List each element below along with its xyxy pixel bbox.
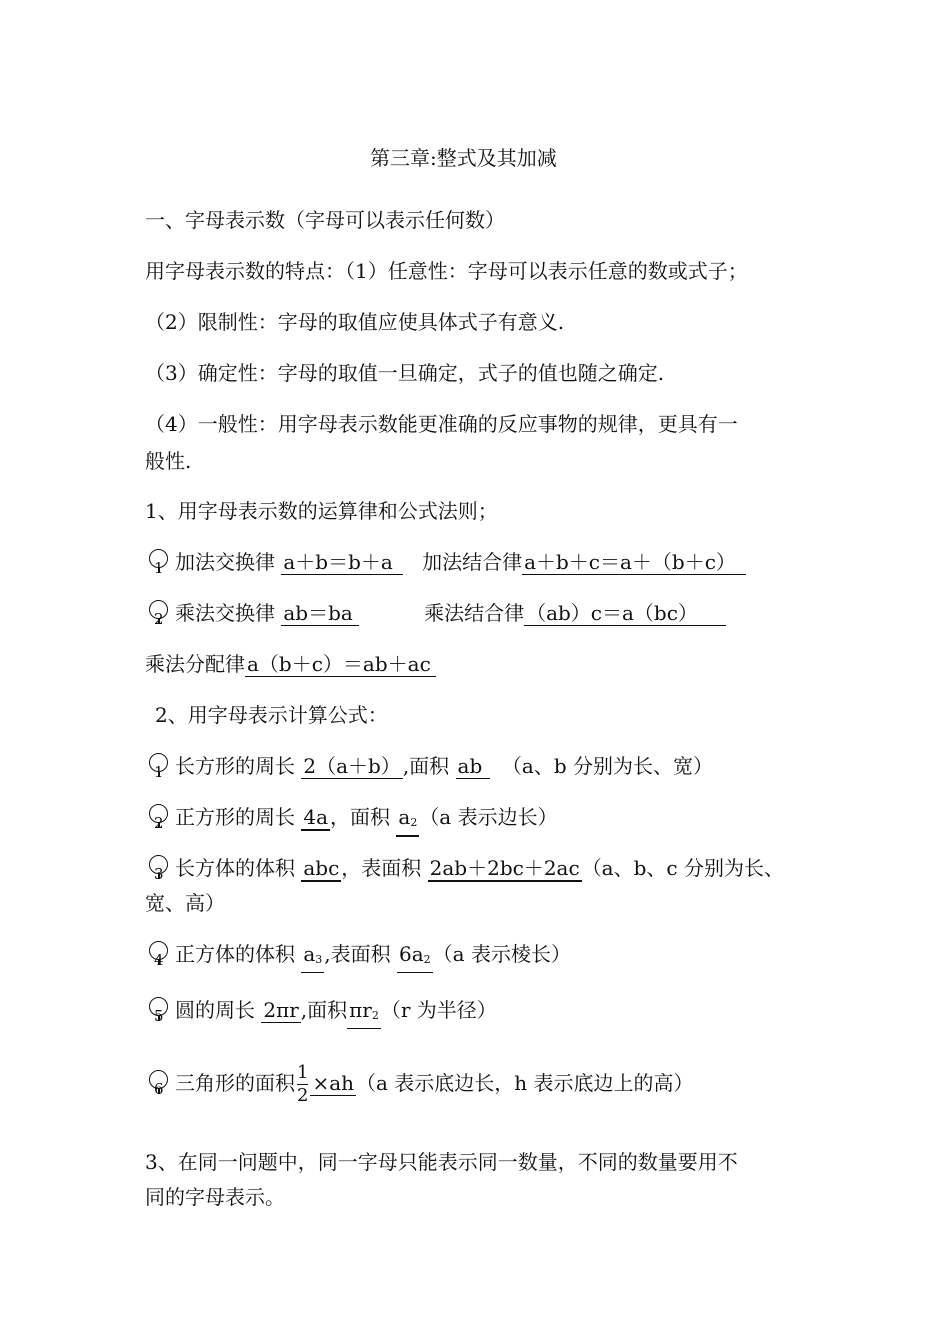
cube-volume-formula: a3 (301, 942, 324, 973)
section-heading: 一、字母表示数（字母可以表示任何数） (145, 208, 505, 232)
square-area-label: ，面积 (330, 805, 391, 829)
circled-number-4: 4 (145, 939, 175, 969)
cuboid-surface-formula: 2ab＋2bc＋2ac (429, 856, 580, 880)
feature-2: （2）限制性：字母的取值应使具体式子有意义. (145, 310, 565, 334)
circled-number-5: 5 (145, 995, 175, 1025)
feature-4-line2: 般性. (145, 449, 192, 473)
circled-number-2: 2 (145, 598, 175, 628)
cube-surface-formula: 6a2 (397, 942, 433, 973)
circle-perimeter-label: 圆的周长 (175, 998, 255, 1022)
cuboid-surface-label: ，表面积 (341, 856, 422, 880)
formula-row-1 (145, 751, 713, 781)
circled-number-1: 1 (145, 751, 175, 781)
triangle-note: （a 表示底边长，h 表示底边上的高） (356, 1071, 694, 1095)
square-perimeter-label: 正方形的周长 (175, 805, 295, 829)
laws-heading: 1、用字母表示数的运算律和公式法则； (145, 499, 498, 523)
cube-surface-label: ,表面积 (324, 942, 391, 966)
chapter-title: 第三章:整式及其加减 (370, 146, 557, 170)
triangle-area-formula: ×ah (312, 1071, 355, 1095)
mul-assoc-label: 乘法结合律 (424, 601, 525, 625)
law-row-3 (145, 649, 436, 679)
formula-row-4 (145, 939, 571, 973)
cube-volume-label: 正方体的体积 (175, 942, 295, 966)
formula-row-5 (145, 995, 497, 1029)
triangle-area-label: 三角形的面积 (175, 1071, 295, 1095)
cuboid-note: （a、b、c 分别为长、 (581, 856, 784, 880)
cube-note: （a 表示棱长） (432, 942, 571, 966)
law-row-2 (145, 598, 726, 628)
law-row-1 (145, 547, 746, 577)
formulas-heading: 2、用字母表示计算公式： (155, 703, 388, 727)
formula-row-6 (145, 1060, 694, 1107)
add-comm-label: 加法交换律 (175, 550, 275, 574)
rect-perimeter-formula: 2（a＋b） (303, 754, 401, 778)
cuboid-note-cont: 宽、高） (145, 891, 225, 915)
rect-note: （a、b 分别为长、宽） (501, 754, 713, 778)
one-half-fraction: $\frac{1}{2}$ (297, 1062, 309, 1106)
formula-row-3 (145, 853, 784, 883)
square-area-formula: a2 (396, 805, 419, 837)
mul-assoc-formula: （ab）c＝a（bc） (524, 601, 726, 626)
cuboid-volume-label: 长方体的体积 (175, 856, 295, 880)
circle-note: （r 为半径） (380, 998, 497, 1022)
circled-number-6: 6 (145, 1068, 175, 1098)
add-assoc-label: 加法结合律 (422, 550, 523, 574)
circle-area-formula: πr2 (347, 998, 381, 1029)
square-perimeter-formula: 4a (303, 805, 329, 829)
rect-perimeter-label: 长方形的周长 (175, 754, 295, 778)
circled-number-3: 3 (145, 853, 175, 883)
dist-label: 乘法分配律 (145, 652, 245, 676)
circle-area-label: ,面积 (300, 998, 348, 1022)
formula-row-2 (145, 802, 558, 837)
add-comm-formula: a＋b＝b＋a (281, 550, 403, 575)
circled-number-2: 2 (145, 802, 175, 832)
feature-3: （3）确定性：字母的取值一旦确定，式子的值也随之确定. (145, 361, 665, 385)
circled-number-1: 1 (145, 547, 175, 577)
rect-area-formula: ab (456, 754, 490, 779)
mul-comm-formula: ab＝ba (281, 601, 359, 626)
dist-formula: a（b＋c）＝ab＋ac (245, 652, 436, 677)
point3-line1: 3、在同一问题中，同一字母只能表示同一数量，不同的数量要用不 (145, 1150, 738, 1174)
point3-line2: 同的字母表示。 (145, 1185, 285, 1209)
rect-area-label: ,面积 (402, 754, 450, 778)
features-intro: 用字母表示数的特点：（1）任意性：字母可以表示任意的数或式子； (145, 259, 748, 283)
circle-perimeter-formula: 2πr (263, 998, 299, 1022)
feature-4-line1: （4）一般性：用字母表示数能更准确的反应事物的规律，更具有一 (145, 412, 738, 436)
add-assoc-formula: a＋b＋c＝a＋（b＋c） (522, 550, 746, 575)
square-note: （a 表示边长） (419, 805, 558, 829)
mul-comm-label: 乘法交换律 (175, 601, 275, 625)
cuboid-volume-formula: abc (303, 856, 340, 880)
